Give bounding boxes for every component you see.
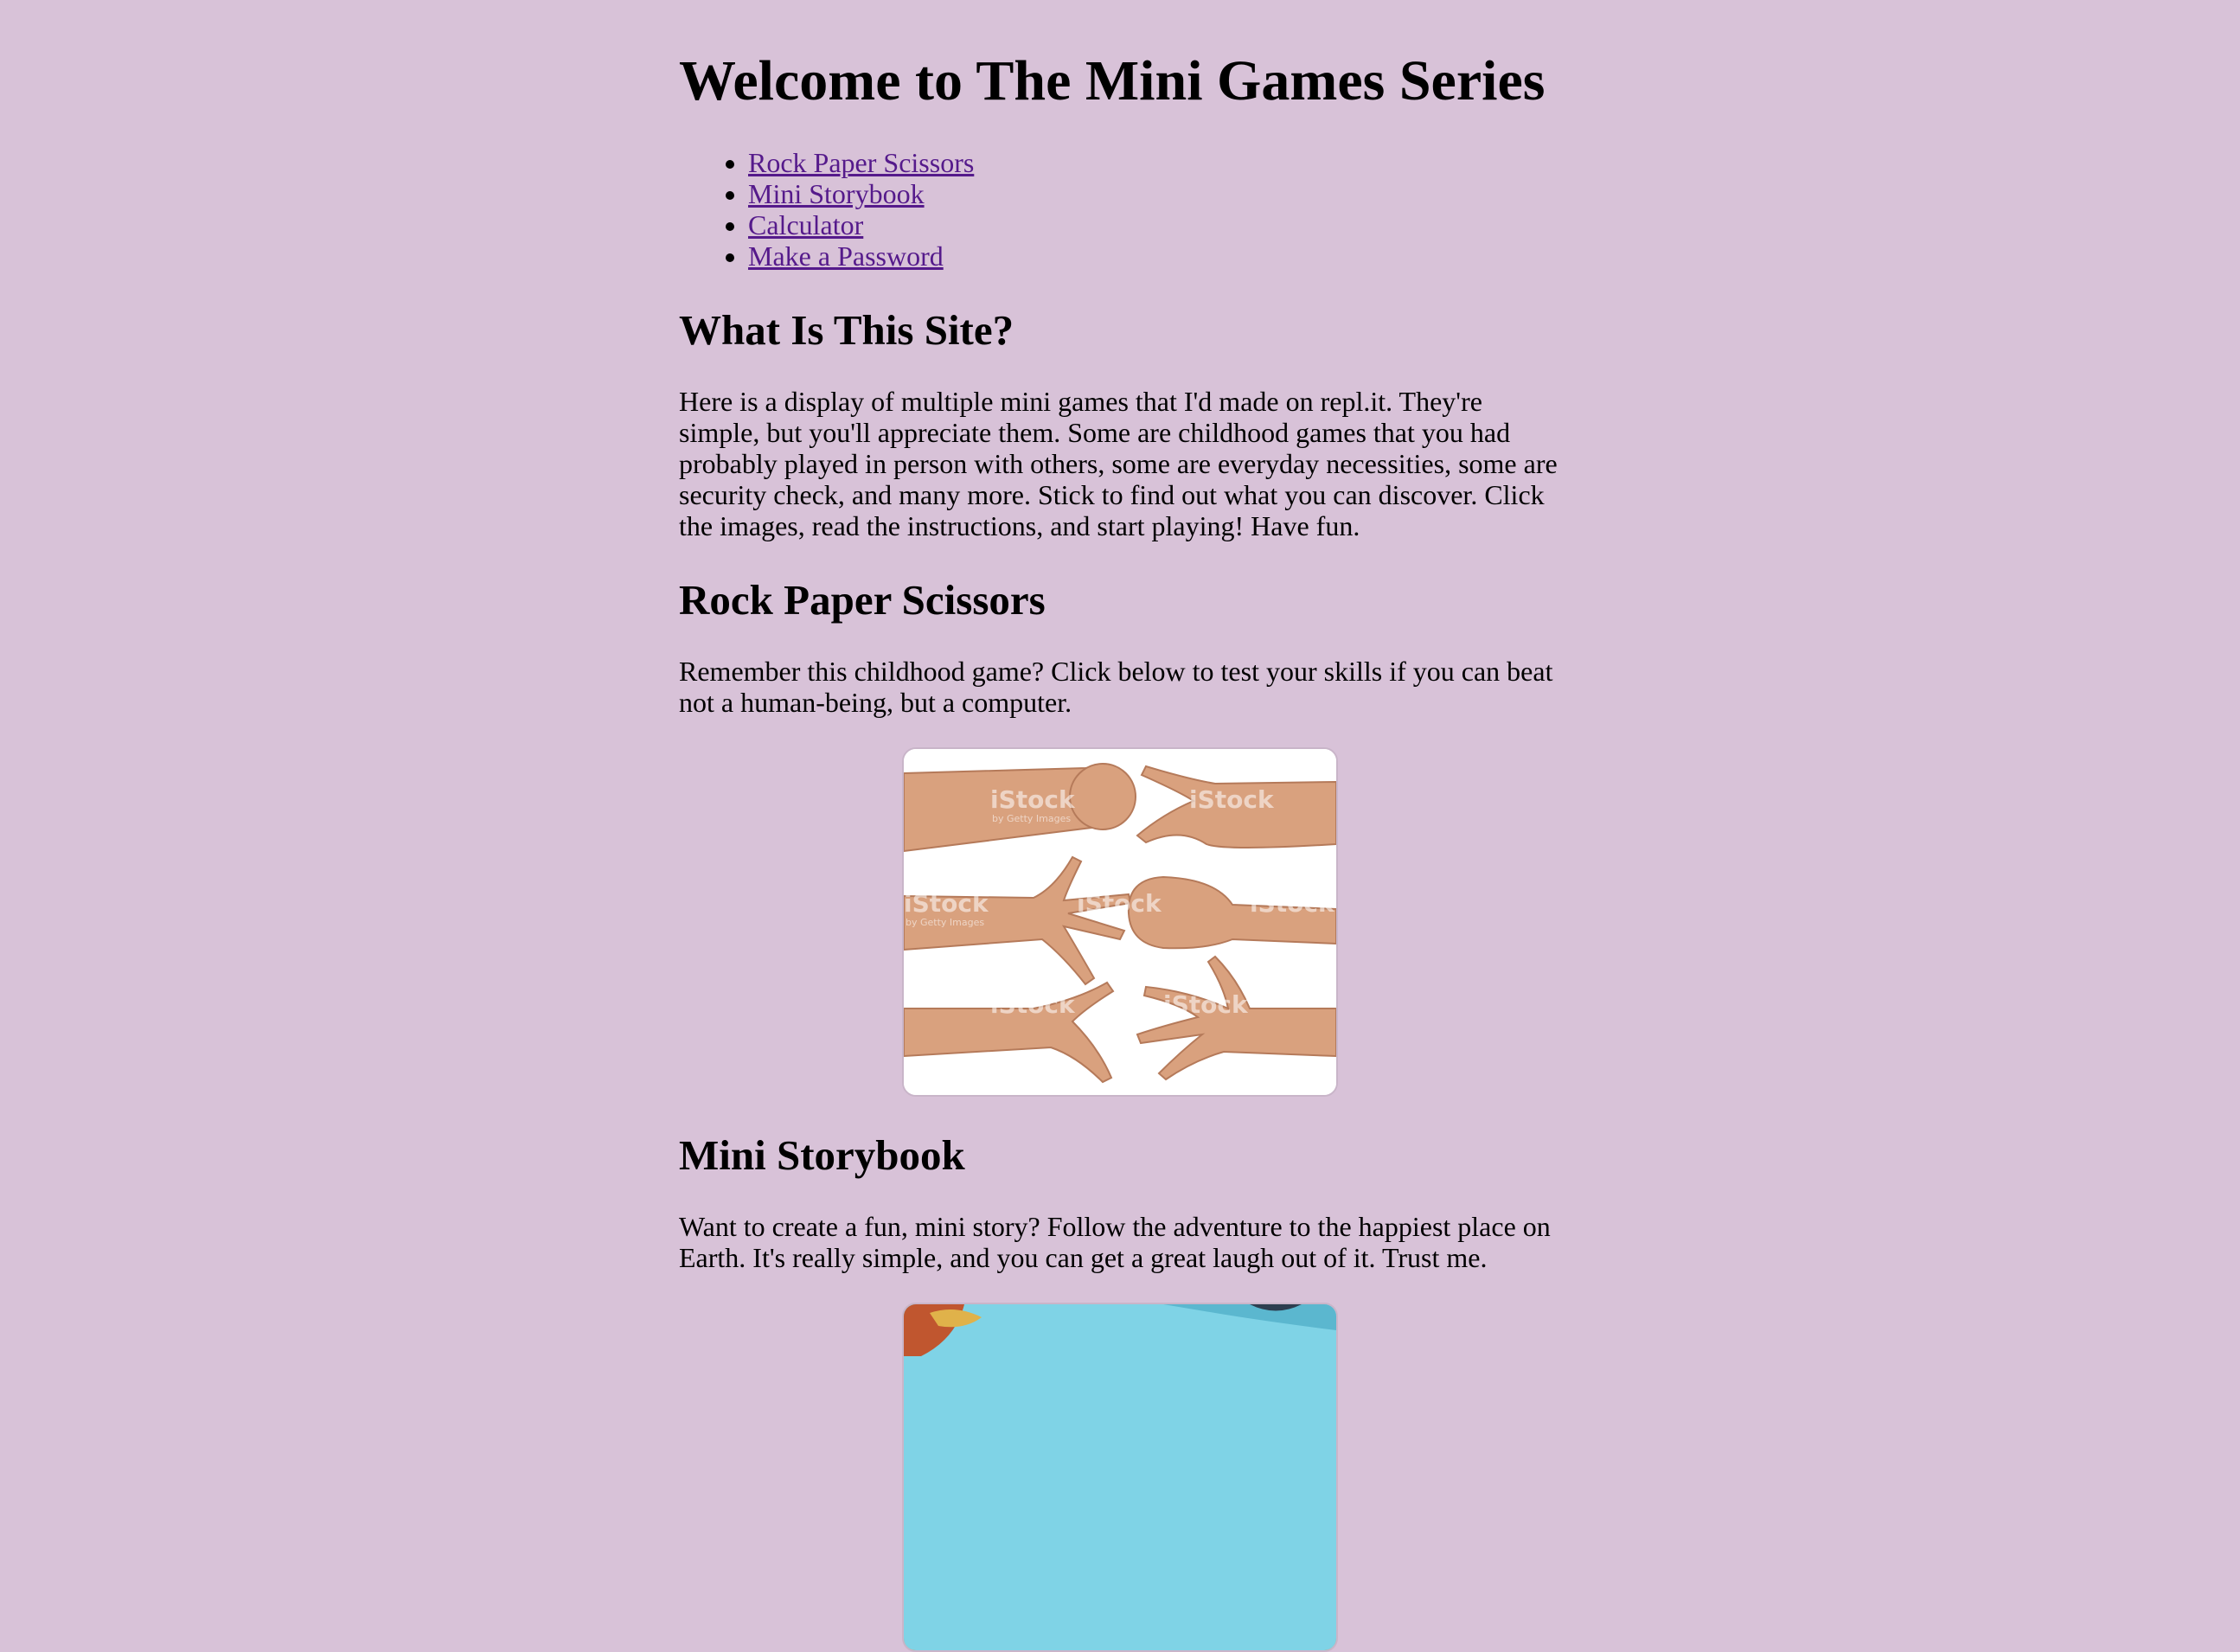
storybook-text: Want to create a fun, mini story? Follow the adventure to the happiest place on Earth. It's really simple, and you can get a great laugh out of it. Trust me. <box>679 1211 1551 1273</box>
watermark-text-7: iStock <box>1163 990 1248 1019</box>
nav-link-mini-storybook[interactable]: Mini Storybook <box>748 178 925 209</box>
page-content <box>679 0 1561 1652</box>
storybook-heading: Mini Storybook <box>679 1131 965 1179</box>
watermark-text-6: iStock <box>990 990 1075 1019</box>
storybook-image-link[interactable] <box>902 1303 1338 1652</box>
watermark-text-3: iStock <box>904 889 989 918</box>
rps-heading: Rock Paper Scissors <box>679 576 1046 624</box>
page-title: Welcome to The Mini Games Series <box>679 49 1546 112</box>
nav-link-rock-paper-scissors[interactable]: Rock Paper Scissors <box>748 147 975 178</box>
storybook-image-wrapper <box>679 1303 1561 1652</box>
nav-item-rps <box>748 147 1561 178</box>
storybook-image <box>904 1304 1336 1650</box>
nav-item-password <box>748 240 1561 272</box>
rps-image-wrapper <box>679 747 1561 1097</box>
about-text: Here is a display of multiple mini games that I'd made on repl.it. They're simple, but you'll appreciate them. Some are childhood games that you had probably played in person with others, some are everyday necessities, some are security check, and many more. Stick to find out what you can discover. Click the images, read the instructions, and start playing! Have fun. <box>679 386 1558 541</box>
watermark-sub-2: by Getty Images <box>906 917 985 928</box>
game-nav-list <box>679 147 1561 272</box>
nav-item-storybook <box>748 178 1561 209</box>
rps-image-link[interactable] <box>902 747 1338 1097</box>
hands-rock-paper-scissors-image <box>904 749 1336 1095</box>
nav-link-make-a-password[interactable]: Make a Password <box>748 240 944 272</box>
watermark-text-5: iStock <box>1250 889 1334 918</box>
watermark-text-4: iStock <box>1077 889 1162 918</box>
watermark-text-1: iStock <box>990 785 1075 814</box>
nav-link-calculator[interactable]: Calculator <box>748 209 864 240</box>
watermark-sub-1: by Getty Images <box>992 813 1072 824</box>
nav-item-calculator <box>748 209 1561 240</box>
watermark-text-2: iStock <box>1189 785 1274 814</box>
rps-text: Remember this childhood game? Click below to test your skills if you can beat not a human-being, but a computer. <box>679 656 1553 718</box>
about-heading: What Is This Site? <box>679 306 1014 354</box>
